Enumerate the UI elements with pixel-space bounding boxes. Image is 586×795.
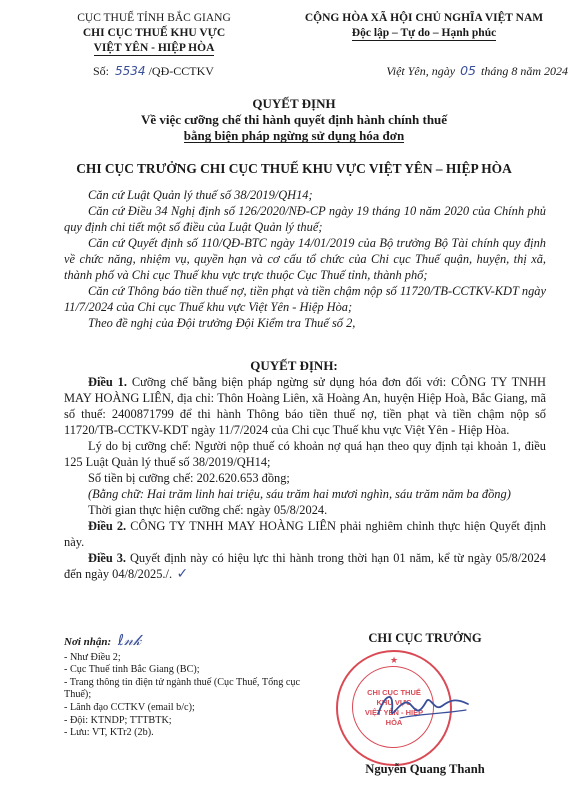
initials-mark-icon: ℓ𝓃𝓀 bbox=[117, 631, 142, 649]
seal-center-text: CHI CỤC THUẾ KHU VỰC VIỆT YÊN - HIỆP HÒA bbox=[364, 688, 424, 727]
basis-item: Căn cứ Luật Quản lý thuế số 38/2019/QH14; bbox=[88, 188, 313, 202]
decision-title: QUYẾT ĐỊNH bbox=[252, 96, 336, 111]
recipient-item: - Đội: KTNDP; TTTBTK; bbox=[64, 714, 172, 726]
date-suffix: tháng 8 năm 2024 bbox=[481, 64, 568, 78]
signer-name: Nguyễn Quang Thanh bbox=[365, 762, 485, 776]
recipients bbox=[64, 631, 304, 740]
agency-region: VIỆT YÊN - HIỆP HÒA bbox=[93, 42, 215, 54]
article-3-label: Điều 3. bbox=[88, 551, 127, 565]
handwritten-signature-icon bbox=[372, 684, 482, 730]
agency-parent: CỤC THUẾ TỈNH BẮC GIANG bbox=[77, 12, 231, 24]
number-suffix: /QĐ-CCTKV bbox=[148, 64, 214, 78]
amount-in-words: (Bằng chữ: Hai trăm linh hai triệu, sáu trăm hai mươi nghìn, sáu trăm năm ba đồng) bbox=[88, 487, 511, 501]
recipient-item: - Trang thông tin điện tử ngành thuế (Cục Thuế, Tổng cục Thuế); bbox=[64, 676, 301, 701]
recipient-item: - Cục Thuế tỉnh Bắc Giang (BC); bbox=[64, 664, 200, 676]
handwritten-number: 5534 bbox=[115, 64, 146, 78]
national-motto bbox=[276, 11, 572, 41]
signer-title: CHI CỤC TRƯỞNG bbox=[368, 631, 482, 645]
agency-name: CHI CỤC THUẾ KHU VỰC bbox=[82, 27, 226, 39]
article-2-label: Điều 2. bbox=[88, 519, 127, 533]
handwritten-check-icon: ✓ bbox=[172, 566, 189, 582]
basis-item: Căn cứ Thông báo tiền thuế nợ, tiền phạt và tiền chậm nộp số 11720/TB-CCTKV-KDT ngày 11/7/2024 của Chi cục Thuế khu vực Việt Yên - Hiệp Hòa; bbox=[64, 284, 546, 314]
article-3 bbox=[64, 550, 546, 582]
article-2-text: CÔNG TY TNHH MAY HOÀNG LIÊN phải nghiêm chỉnh thực hiện Quyết định này. bbox=[64, 519, 546, 549]
article-3-text: Quyết định này có hiệu lực thi hành trong thời hạn 01 năm, kể từ ngày 05/8/2024 đến ngày 04/8/2025./. bbox=[64, 551, 546, 581]
article-2 bbox=[64, 518, 546, 550]
issue-date bbox=[328, 63, 568, 79]
basis-item: Căn cứ Điều 34 Nghị định số 126/2020/NĐ-CP ngày 19 tháng 10 năm 2020 của Chính phủ quy định chi tiết một số điều của Luật Quản lý thuế; bbox=[64, 204, 546, 234]
recipient-item: - Lưu: VT, KTr2 (2b). bbox=[64, 727, 154, 739]
enforcement-amount: Số tiền bị cưỡng chế: 202.620.653 đồng; bbox=[88, 471, 290, 485]
decision-subject-2: bằng biện pháp ngừng sử dụng hóa đơn bbox=[183, 128, 405, 143]
handwritten-day: 05 bbox=[460, 63, 476, 78]
number-label: Số: bbox=[93, 64, 110, 78]
basis-item: Theo đề nghị của Đội trưởng Đội Kiểm tra Thuế số 2, bbox=[88, 316, 356, 330]
recipient-item: - Lãnh đạo CCTKV (email b/c); bbox=[64, 701, 195, 713]
enforcement-start: Thời gian thực hiện cưỡng chế: ngày 05/8/2024. bbox=[88, 503, 328, 517]
issuing-agency bbox=[44, 11, 264, 56]
recipients-heading: Nơi nhận: bbox=[64, 636, 112, 648]
motto: Độc lập – Tự do – Hạnh phúc bbox=[351, 27, 497, 39]
seal-star-icon: ★ bbox=[389, 655, 399, 665]
decision-subject-1: Về việc cưỡng chế thi hành quyết định hành chính thuế bbox=[140, 112, 448, 127]
article-1 bbox=[64, 374, 546, 438]
articles bbox=[64, 374, 546, 582]
recipient-item: - Như Điều 2; bbox=[64, 651, 121, 663]
decision-heading: QUYẾT ĐỊNH: bbox=[250, 358, 338, 373]
basis-item: Căn cứ Quyết định số 110/QĐ-BTC ngày 14/01/2019 của Bộ trưởng Bộ Tài chính quy định về chức năng, nhiệm vụ, quyền hạn và cơ cấu tổ chức của Chi cục Thuế quận, huyện, thị xã, thành phố và Chi cục Thuế khu vực trực thuộc Cục Thuế tỉnh, thành phố; bbox=[64, 236, 546, 282]
document-number bbox=[93, 64, 293, 79]
enforcement-reason: Lý do bị cưỡng chế: Người nộp thuế có khoản nợ quá hạn theo quy định tại khoản 1, điều 125 Luật Quản lý thuế số 38/2019/QH14; bbox=[64, 439, 546, 469]
country-name: CỘNG HÒA XÃ HỘI CHỦ NGHĨA VIỆT NAM bbox=[304, 12, 544, 24]
issuing-authority: CHI CỤC TRƯỞNG CHI CỤC THUẾ KHU VỰC VIỆT YÊN – HIỆP HÒA bbox=[76, 161, 512, 176]
legal-bases bbox=[64, 187, 546, 331]
article-1-label: Điều 1. bbox=[88, 375, 127, 389]
article-1-text: Cưỡng chế bằng biện pháp ngừng sử dụng hóa đơn đối với: CÔNG TY TNHH MAY HOÀNG LIÊN, địa chỉ: Thôn Hoàng Liên, xã Hoàng An, huyện Hiệp Hoà, Bắc Giang, mã số thuế: 2400871799 để thi hành Thông báo tiền thuế nợ, tiền phạt và tiền chậm nộp số 11720/TB-CCTKV-KDT ngày 11/7/2024 của Chi cục Thuế khu vực Việt Yên - Hiệp Hòa. bbox=[64, 375, 546, 437]
date-prefix: Việt Yên, ngày bbox=[386, 64, 456, 78]
decision-title-block bbox=[30, 96, 558, 144]
